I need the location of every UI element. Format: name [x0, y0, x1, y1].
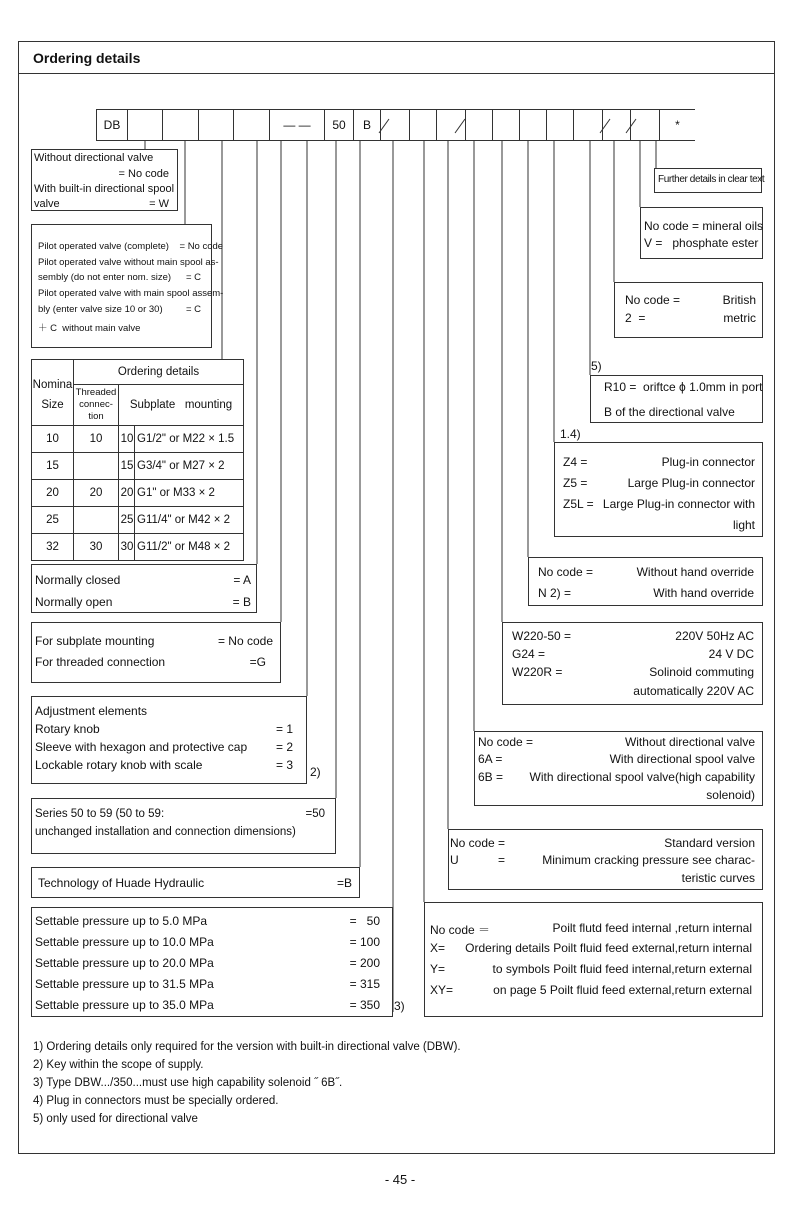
subplate-size-cell: 15: [119, 453, 135, 480]
connector-r3-key: Z5L =: [563, 497, 594, 511]
pilot-l3-code: = C: [185, 272, 201, 283]
pressure-row: Settable pressure up to 5.0 MPa: [35, 914, 208, 928]
code-box: — —: [269, 109, 325, 141]
pilotfeed-r3-key: Y=: [430, 962, 446, 976]
subplate-port-cell: G11/4" or M42 × 2: [135, 507, 244, 534]
code-box: [409, 109, 437, 141]
code-box: [233, 109, 270, 141]
tech-code: =B: [336, 876, 352, 890]
table-row: [32, 426, 244, 453]
subplate-port-cell: G1" or M33 × 2: [135, 480, 244, 507]
adjust-lockable: Lockable rotary knob with scale: [35, 758, 203, 772]
nominal-label: Nomina: [32, 378, 73, 391]
fluid-phosphate: V = phosphate ester: [644, 236, 759, 250]
normally-open-code: = B: [232, 595, 251, 609]
size-cell: 25: [32, 507, 74, 534]
code-box: [492, 109, 520, 141]
footnote-1: 1) Ordering details only required for the version with built-in directional valve (DBW).: [33, 1041, 461, 1053]
pilot-l3: sembly (do not enter nom. size): [38, 272, 172, 283]
override-r2-val: With hand override: [653, 586, 754, 600]
size-table: [31, 359, 244, 561]
dirtype-l3: valve: [34, 198, 60, 210]
pressure-code: = 315: [349, 977, 380, 991]
voltage-r2-key: G24 =: [512, 647, 546, 661]
code-box: [465, 109, 493, 141]
voltage-r1-val: 220V 50Hz AC: [675, 629, 754, 643]
pressure-row: Settable pressure up to 31.5 MPa: [35, 977, 214, 991]
thread-l1-val: British: [722, 293, 756, 307]
code-box: [162, 109, 199, 141]
table-row: [32, 480, 244, 507]
voltage-r3-val2: automatically 220V AC: [633, 684, 754, 698]
footnote-3: 3) Type DBW.../350...must use high capability solenoid ˝ 6B˝.: [33, 1077, 343, 1089]
size-cell: 20: [32, 480, 74, 507]
fluid-box: [640, 207, 763, 259]
series-l2: unchanged installation and connection dimensions): [35, 826, 296, 838]
pilotfeed-r2-key: X=: [430, 941, 446, 955]
pilotfeed-r4-val: on page 5 Poilt fluid feed external,return external: [493, 983, 752, 997]
connector-box: [554, 442, 763, 537]
version-r1-val: Standard version: [664, 836, 755, 850]
table-row: [32, 534, 244, 561]
override-r1-key: No code =: [538, 565, 594, 579]
orifice-box: [590, 375, 763, 423]
adjust-sleeve-code: = 2: [275, 740, 293, 754]
connector-note: 1.4): [560, 427, 581, 441]
threaded-cell: [74, 453, 119, 480]
size-label: Size: [41, 398, 64, 411]
footnote-4: 4) Plug in connectors must be specially ordered.: [33, 1095, 279, 1107]
dirvalve-box: [474, 731, 763, 806]
pilotfeed-r2-val: Ordering details Poilt fluid feed external,return internal: [465, 941, 752, 955]
series-code: =50: [305, 808, 325, 820]
subplate-header: Subplate mounting: [119, 385, 244, 426]
dirvalve-r1-val: Without directional valve: [624, 735, 755, 749]
version-box: [448, 829, 763, 890]
subplate-size-cell: 25: [119, 507, 135, 534]
pilotfeed-r1-val: Poilt flutd feed internal ,return internal: [552, 921, 752, 935]
tech-box: [31, 867, 360, 898]
connector-r1-val: Plug-in connector: [661, 455, 755, 469]
pressure-code: = 50: [349, 914, 380, 928]
pressure-code: = 350: [349, 998, 380, 1012]
dirtype-box: [31, 149, 178, 211]
code-box: [630, 109, 660, 141]
size-cell: 10: [32, 426, 74, 453]
adjust-box: [31, 696, 307, 784]
pilot-l1: Pilot operated valve (complete) = No code: [38, 241, 224, 252]
pilot-l4: Pilot operated valve with main spool assem-: [38, 288, 224, 299]
section-title: Ordering details: [33, 50, 141, 66]
pressure-row: Settable pressure up to 35.0 MPa: [35, 998, 214, 1012]
tech-label: Technology of Huade Hydraulic: [38, 876, 205, 890]
adjust-sleeve: Sleeve with hexagon and protective cap: [35, 740, 248, 754]
pilotfeed-r1-key: No code ＝: [430, 923, 491, 937]
override-r1-val: Without hand override: [636, 565, 754, 579]
normally-open: Normally open: [35, 595, 113, 609]
mounting-subplate: For subplate mounting: [35, 634, 155, 648]
pressure-row: Settable pressure up to 10.0 MPa: [35, 935, 214, 949]
pilotfeed-r4-key: XY=: [430, 983, 454, 997]
adjust-rotary-code: = 1: [275, 722, 293, 736]
pilot-box: [31, 224, 224, 348]
further-details-box: [654, 168, 765, 193]
mounting-threaded: For threaded connection: [35, 655, 166, 669]
pilot-l6: ＋ C without main valve: [38, 323, 141, 334]
pilot-l5-code: = C: [185, 304, 201, 315]
threaded-cell: [74, 507, 119, 534]
adjust-note: 2): [310, 765, 321, 779]
code-box: [127, 109, 163, 141]
footnote-2: 2) Key within the scope of supply.: [33, 1059, 204, 1071]
voltage-r3-val: Solinoid commuting: [649, 665, 754, 679]
version-r2-val: Minimum cracking pressure see charac-: [542, 853, 755, 867]
size-cell: 15: [32, 453, 74, 480]
mounting-box: [31, 622, 281, 683]
pilot-l2: Pilot operated valve without main spool as-: [38, 257, 219, 268]
adjust-rotary: Rotary knob: [35, 722, 100, 736]
subplate-size-cell: 30: [119, 534, 135, 561]
code-box: [380, 109, 410, 141]
nominal-size-header: [32, 360, 74, 426]
normally-box: [31, 564, 257, 613]
connector-r3-val: Large Plug-in connector with: [602, 497, 755, 511]
dirvalve-r3-key: 6B =: [478, 770, 504, 784]
dirvalve-r3-val2: solenoid): [706, 788, 755, 802]
subplate-port-cell: G3/4" or M27 × 2: [135, 453, 244, 480]
pressure-note: 3): [394, 999, 405, 1013]
dirvalve-r3-val: With directional spool valve(high capability: [529, 770, 755, 784]
normally-closed-code: = A: [233, 573, 251, 587]
override-r2-key: N 2) =: [538, 586, 572, 600]
pressure-box: [31, 907, 393, 1017]
page-number: - 45 -: [384, 1172, 416, 1187]
adjust-lockable-code: = 3: [275, 758, 293, 772]
pressure-code: = 200: [349, 956, 380, 970]
thread-l1-key: No code =: [625, 293, 681, 307]
code-box: [546, 109, 574, 141]
pilotfeed-r3-val: to symbols Poilt fluid feed internal,return external: [492, 962, 752, 976]
pilotfeed-box: [424, 902, 763, 1017]
subplate-size-cell: 20: [119, 480, 135, 507]
connector-r2-key: Z5 =: [563, 476, 588, 490]
version-r2-val2: teristic curves: [681, 871, 755, 885]
normally-closed: Normally closed: [35, 573, 121, 587]
pressure-code: = 100: [349, 935, 380, 949]
mounting-subplate-code: = No code: [217, 634, 273, 648]
dirvalve-r2-val: With directional spool valve: [609, 752, 755, 766]
threaded-cell: 20: [74, 480, 119, 507]
version-r2-key: U: [450, 853, 459, 867]
code-box-type: DB: [96, 109, 128, 141]
footnote-5: 5) only used for directional valve: [33, 1113, 198, 1125]
version-r1-key: No code =: [450, 836, 506, 850]
orifice-l1: R10 = oriftce ϕ 1.0mm in port: [604, 380, 763, 394]
code-box: [198, 109, 234, 141]
further-details-text: Further details in clear text: [658, 174, 765, 185]
dirvalve-r1-key: No code =: [478, 735, 534, 749]
thread-box: [614, 282, 763, 338]
pressure-row: Settable pressure up to 20.0 MPa: [35, 956, 214, 970]
subplate-port-cell: G11/2" or M48 × 2: [135, 534, 244, 561]
table-row: [32, 507, 244, 534]
table-row: [32, 453, 244, 480]
fluid-mineral: No code = mineral oils: [644, 219, 764, 233]
connector-r2-val: Large Plug-in connector: [627, 476, 755, 490]
ordering-details-header: Ordering details: [74, 360, 244, 385]
code-box: [573, 109, 603, 141]
mounting-threaded-code: =G: [249, 655, 266, 669]
orifice-note: 5): [591, 359, 602, 373]
code-box-series: 50: [324, 109, 354, 141]
subplate-port-cell: G1/2" or M22 × 1.5: [135, 426, 244, 453]
code-box: [436, 109, 466, 141]
threaded-cell: 10: [74, 426, 119, 453]
dirtype-l2: With built-in directional spool: [34, 183, 175, 195]
orifice-l2: B of the directional valve: [604, 405, 735, 419]
thread-l2-key: 2 =: [625, 311, 646, 325]
voltage-r1-key: W220-50 =: [512, 629, 572, 643]
voltage-r2-val: 24 V DC: [708, 647, 754, 661]
dirtype-l1-code: = No code: [118, 168, 169, 180]
dirtype-l1: Without directional valve: [34, 152, 154, 164]
subplate-size-cell: 10: [119, 426, 135, 453]
series-box: [31, 798, 336, 854]
thread-l2-val: metric: [723, 311, 756, 325]
series-l1: Series 50 to 59 (50 to 59:: [35, 808, 165, 820]
size-cell: 32: [32, 534, 74, 561]
adjust-title: Adjustment elements: [35, 704, 148, 718]
code-box: [602, 109, 631, 141]
code-box: [519, 109, 547, 141]
connector-r3-val2: light: [732, 518, 755, 532]
threaded-cell: 30: [74, 534, 119, 561]
connector-r1-key: Z4 =: [563, 455, 588, 469]
pilot-l5: bly (enter valve size 10 or 30): [38, 304, 163, 315]
code-box-tech: B: [353, 109, 381, 141]
code-box-clear-text: *: [659, 109, 695, 141]
dirvalve-r2-key: 6A =: [478, 752, 503, 766]
voltage-box: [502, 622, 763, 705]
voltage-r3-key: W220R =: [512, 665, 563, 679]
threaded-header: Threaded connec- tion: [74, 385, 119, 426]
version-r2-eq: =: [498, 853, 506, 867]
override-box: [528, 557, 763, 606]
dirtype-l3-code: = W: [149, 198, 169, 210]
